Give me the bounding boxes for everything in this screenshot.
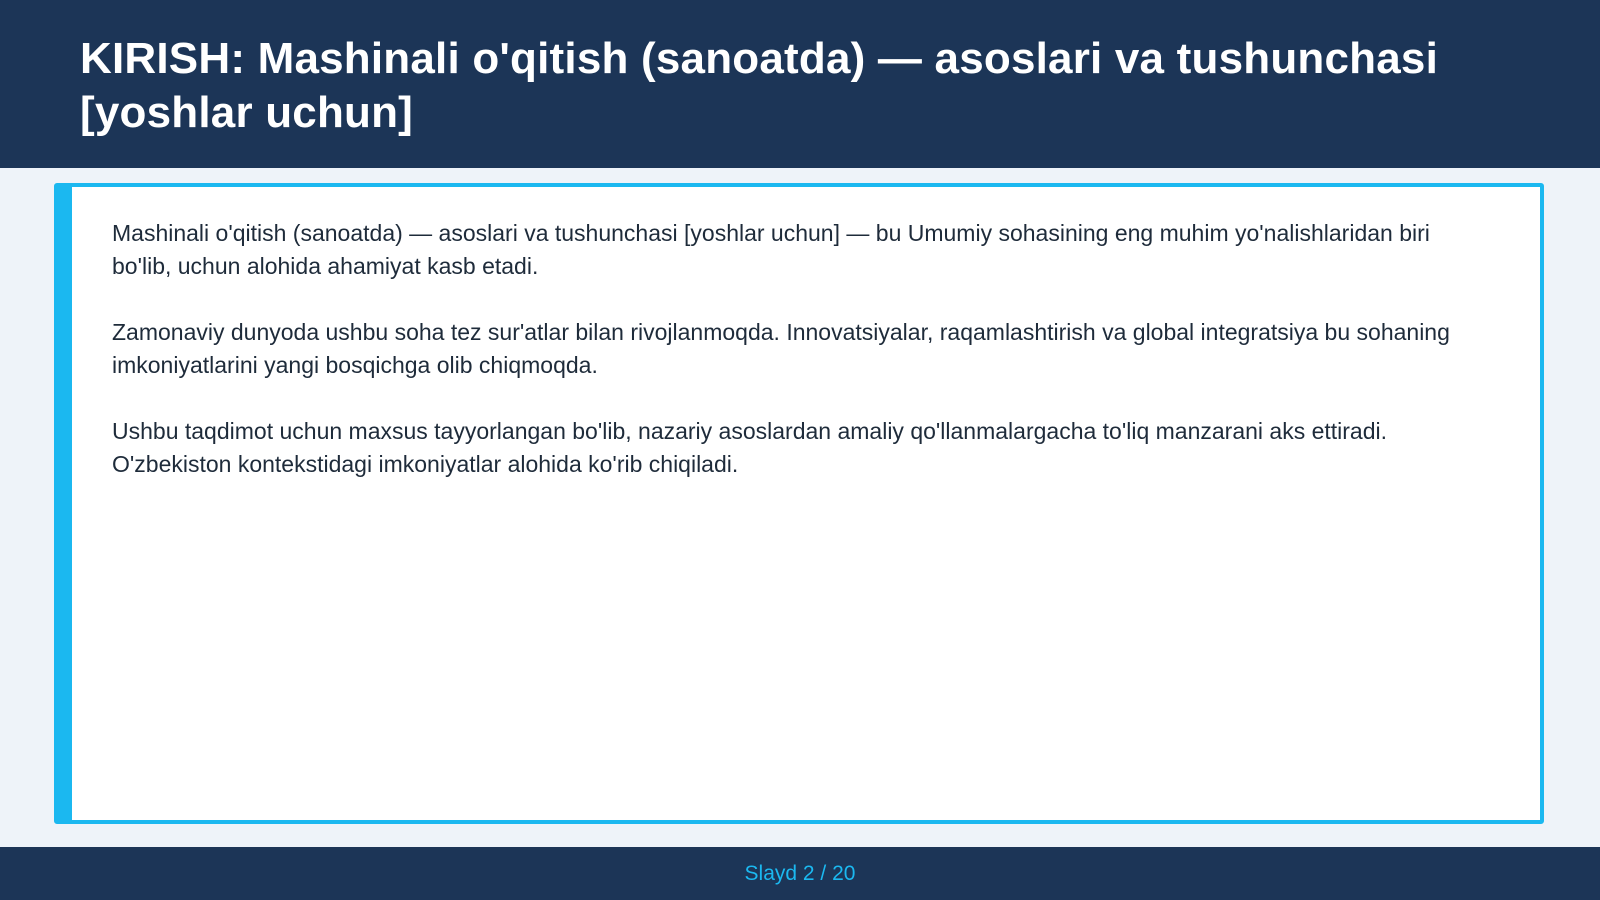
content-card bbox=[54, 183, 1544, 824]
paragraph-3: Ushbu taqdimot uchun maxsus tayyorlangan bo'lib, nazariy asoslardan amaliy qo'llanmalargacha to'liq manzarani aks ettiradi. O'zbekiston kontekstidagi imkoniyatlar alohida ko'rib chiqiladi. bbox=[112, 418, 1388, 477]
slide-footer bbox=[0, 847, 1600, 900]
paragraph-2: Zamonaviy dunyoda ushbu soha tez sur'atlar bilan rivojlanmoqda. Innovatsiyalar, raqamlashtirish va global integratsiya bu sohaning imkoniyatlarini yangi bosqichga olib chiqmoqda. bbox=[112, 319, 1450, 378]
content-text bbox=[112, 217, 1492, 514]
slide-header bbox=[0, 0, 1600, 168]
paragraph-1: Mashinali o'qitish (sanoatda) — asoslari va tushunchasi [yoshlar uchun] — bu Umumiy sohasining eng muhim yo'nalishlaridan biri bo'lib, uchun alohida ahamiyat kasb etadi. bbox=[112, 220, 1430, 279]
slide-counter: Slayd 2 / 20 bbox=[744, 861, 856, 885]
slide-title: KIRISH: Mashinali o'qitish (sanoatda) — asoslari va tushunchasi [yoshlar uchun] bbox=[80, 34, 1438, 137]
